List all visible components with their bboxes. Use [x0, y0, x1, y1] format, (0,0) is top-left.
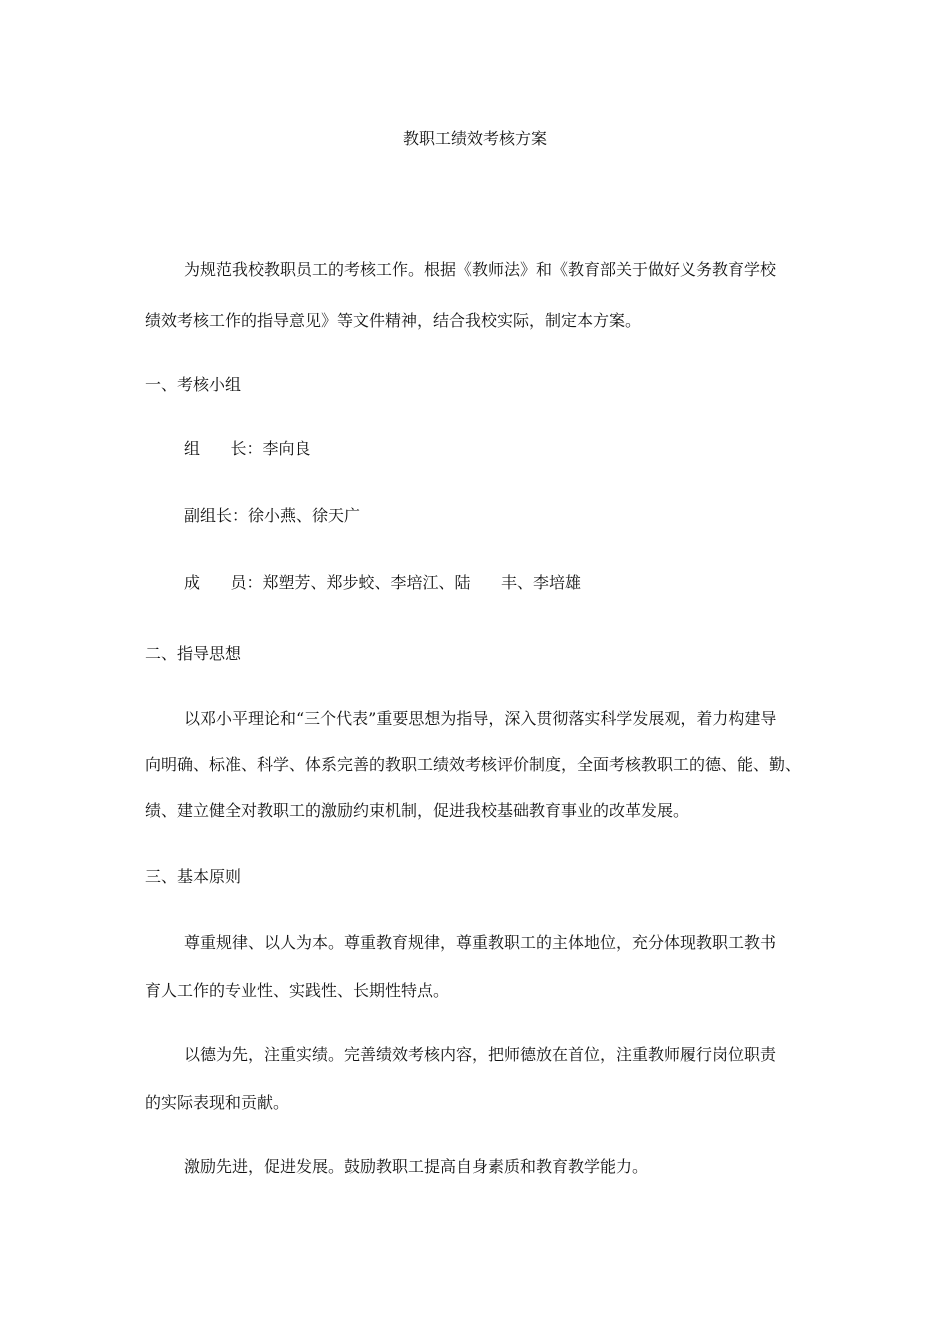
principle-2-line-1: 以德为先，注重实绩。完善绩效考核内容，把师德放在首位，注重教师履行岗位职责	[184, 1045, 777, 1064]
intro-line-2: 绩效考核工作的指导意见》等文件精神，结合我校实际，制定本方案。	[145, 311, 642, 330]
group-leader: 组 长：李向良	[184, 439, 311, 458]
document-title: 教职工绩效考核方案	[402, 129, 547, 148]
guiding-line-1: 以邓小平理论和“三个代表”重要思想为指导，深入贯彻落实科学发展观，着力构建导	[184, 709, 777, 728]
principle-3-line-1: 激励先进，促进发展。鼓励教职工提高自身素质和教育教学能力。	[184, 1157, 649, 1176]
principle-1-line-1: 尊重规律、以人为本。尊重教育规律，尊重教职工的主体地位，充分体现教职工教书	[184, 933, 777, 952]
group-members: 成 员：郑塑芳、郑步蛟、李培江、陆 丰、李培雄	[184, 573, 582, 592]
section-heading-principles: 三、基本原则	[145, 867, 242, 886]
principle-1-line-2: 育人工作的专业性、实践性、长期性特点。	[145, 981, 450, 1000]
group-deputy: 副组长：徐小燕、徐天广	[184, 506, 361, 525]
guiding-line-3: 绩、建立健全对教职工的激励约束机制，促进我校基础教育事业的改革发展。	[145, 801, 690, 820]
section-heading-guiding: 二、指导思想	[145, 644, 242, 663]
principle-2-line-2: 的实际表现和贡献。	[145, 1093, 290, 1112]
section-heading-group: 一、考核小组	[145, 375, 242, 394]
intro-line-1: 为规范我校教职员工的考核工作。根据《教师法》和《教育部关于做好义务教育学校	[184, 260, 777, 279]
guiding-line-2: 向明确、标准、科学、体系完善的教职工绩效考核评价制度，全面考核教职工的德、能、勤、	[145, 755, 802, 774]
